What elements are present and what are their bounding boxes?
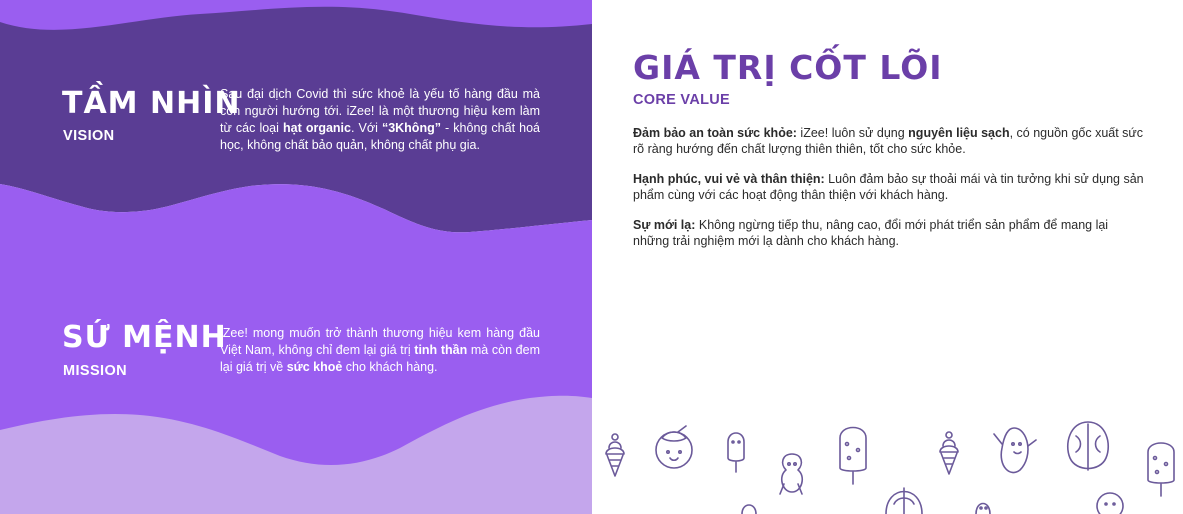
mission-subtitle: MISSION — [63, 363, 128, 379]
walnut-icon — [1068, 422, 1109, 470]
core-value-title: GIÁ TRỊ CỐT LÕI — [633, 48, 943, 87]
mission-text-bold: tinh thần — [414, 343, 468, 357]
core-value-subtitle: CORE VALUE — [633, 92, 730, 108]
core-value-text: Luôn đảm bảo sự thoải mái và tin tưởng khi sử dụng sản phẩm cùng với các hoạt động thân thiện với khách hàng. — [633, 172, 1144, 202]
core-value-item — [633, 125, 1145, 157]
core-value-label: Sự mới lạ: — [633, 218, 696, 232]
core-value-label: Hạnh phúc, vui vẻ và thân thiện: — [633, 172, 825, 186]
peanut-icon — [976, 504, 990, 514]
vision-text-part: . Với — [350, 121, 382, 135]
popsicle-icon — [1148, 443, 1174, 496]
ice-cream-cone-icon — [940, 432, 958, 474]
popsicle-icon — [840, 428, 866, 485]
popsicle-icon — [728, 433, 744, 472]
core-value-text: iZee! luôn sử dụng — [796, 126, 909, 140]
mission-text-part: mà còn đem lại giá trị về — [220, 343, 540, 374]
mission-text-part: cho khách hàng. — [342, 360, 438, 374]
vision-text — [220, 86, 540, 154]
vision-title: TẦM NHÌN — [62, 86, 241, 121]
walnut-icon — [886, 488, 922, 514]
doodle-strip — [592, 410, 1183, 514]
vision-text-part: Sau đại dịch Covid thì sức khoẻ là yếu tố hàng đầu mà con người hướng tới. iZee! là một thương hiệu kem làm từ các loại — [220, 87, 540, 135]
core-value-item — [633, 171, 1145, 203]
coconut-icon — [1097, 493, 1123, 514]
peanut-icon — [780, 454, 802, 494]
coconut-icon — [656, 426, 692, 468]
mission-text-part: iZee! mong muốn trở thành thương hiệu kem hàng đầu Việt Nam, không chỉ đem lại giá trị — [220, 326, 540, 357]
mission-text — [220, 325, 540, 376]
core-value-bold: nguyên liệu sạch — [908, 126, 1010, 140]
core-value-item — [633, 217, 1145, 249]
almond-icon — [994, 428, 1036, 473]
core-value-label: Đảm bảo an toàn sức khỏe: — [633, 126, 797, 140]
core-value-text: Không ngừng tiếp thu, nâng cao, đổi mới phát triển sản phẩm để mang lại những trải nghiệm mới lạ dành cho khách hàng. — [633, 218, 1109, 248]
peanut-icon — [742, 505, 756, 514]
vision-text-bold: “3Không” — [381, 121, 441, 135]
right-panel — [592, 0, 1183, 514]
mission-title: SỨ MỆNH — [62, 320, 227, 355]
core-value-text: , có nguồn gốc xuất sức rõ ràng hướng đến chất lượng thiên thiên, tốt cho sức khỏe. — [633, 126, 1144, 156]
vision-text-bold: hạt organic — [283, 121, 351, 135]
mission-text-bold: sức khoẻ — [286, 360, 343, 374]
vision-subtitle: VISION — [63, 128, 115, 144]
vision-text-part: - không chất hoá học, không chất bảo quản, không chất phụ gia. — [220, 121, 540, 152]
ice-cream-cone-icon — [606, 434, 624, 476]
